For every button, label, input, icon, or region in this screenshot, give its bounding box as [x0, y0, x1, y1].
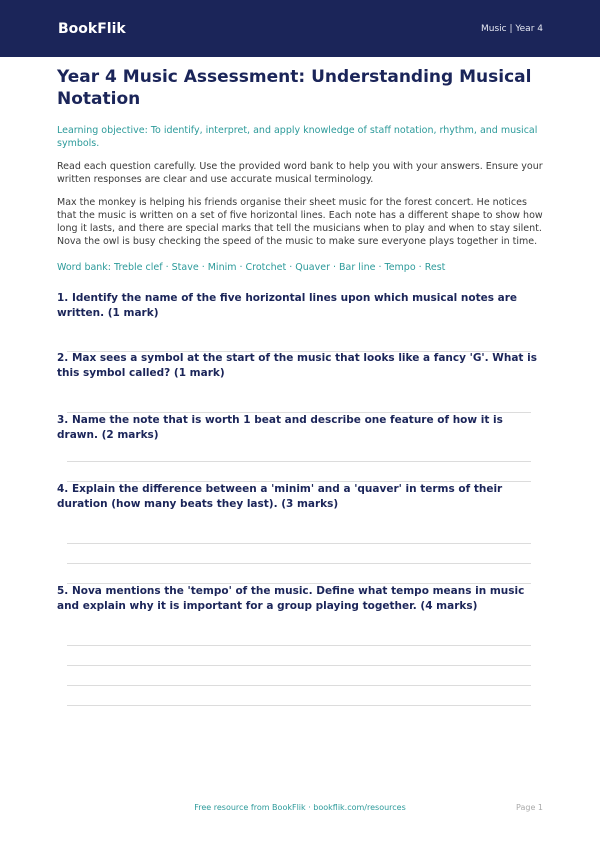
question-5: 5. Nova mentions the 'tempo' of the music. Define what tempo means in music and explain why it is important for a group playing together. (4 marks)	[57, 585, 525, 612]
question-2: 2. Max sees a symbol at the start of the music that looks like a fancy 'G'. What is this symbol called? (1 mark)	[57, 352, 537, 379]
word-bank: Word bank: Treble clef · Stave · Minim · Crotchet · Quaver · Bar line · Tempo · Rest	[57, 262, 446, 273]
brand-logo[interactable]: BookFlik	[58, 20, 126, 37]
answer-line-q4-2[interactable]	[67, 563, 531, 564]
question-1: 1. Identify the name of the five horizontal lines upon which musical notes are written. (1 mark)	[57, 292, 518, 319]
instructions: Read each question carefully. Use the provided word bank to help you with your answers. Ensure your written responses are clear and use accurate musical terminology.	[57, 161, 543, 185]
answer-line-q5-1[interactable]	[67, 645, 531, 646]
page-title: Year 4 Music Assessment: Understanding Musical Notation	[57, 67, 532, 109]
story-passage: Max the monkey is helping his friends organise their sheet music for the forest concert. He notices that the music is written on a set of five horizontal lines. Each note has a different shape to show how long it lasts, and there are special marks that tell the musicians when to play and when to stay silent. Nova the owl is busy checking the speed of the music to make sure everyone plays together in time.	[57, 197, 543, 247]
intro-section	[57, 66, 543, 273]
question-4: 4. Explain the difference between a 'minim' and a 'quaver' in terms of their duration (how many beats they last). (3 marks)	[57, 483, 503, 510]
answer-line-q5-2[interactable]	[67, 665, 531, 666]
learning-objective: Learning objective: To identify, interpret, and apply knowledge of staff notation, rhythm, and musical symbols.	[57, 125, 538, 149]
header-bar	[0, 0, 600, 57]
answer-line-q5-4[interactable]	[67, 705, 531, 706]
answer-line-q5-3[interactable]	[67, 685, 531, 686]
question-3: 3. Name the note that is worth 1 beat and describe one feature of how it is drawn. (2 marks)	[57, 414, 503, 441]
answer-line-q4-1[interactable]	[67, 543, 531, 544]
answer-line-q3-1[interactable]	[67, 461, 531, 462]
page-number: Page 1	[516, 803, 543, 812]
breadcrumb: Music | Year 4	[480, 23, 543, 34]
footer-source-link[interactable]: Free resource from BookFlik · bookflik.com/resources	[194, 803, 406, 812]
